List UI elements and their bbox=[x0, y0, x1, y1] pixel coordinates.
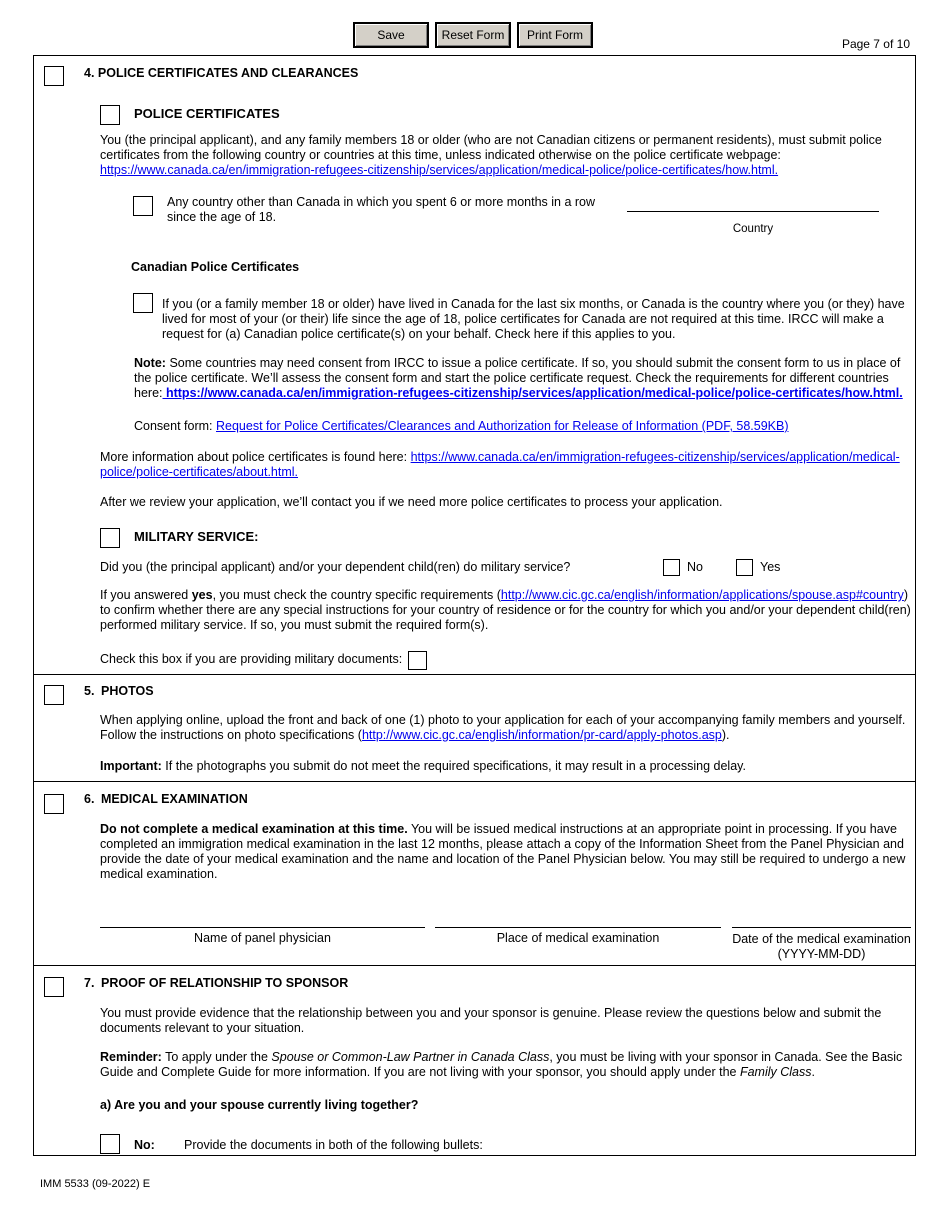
section4-checkbox[interactable] bbox=[44, 66, 64, 86]
print-form-button[interactable]: Print Form bbox=[517, 22, 593, 48]
physician-line bbox=[100, 927, 425, 928]
canadian-police-text: If you (or a family member 18 or older) have lived in Canada for the last six months, or Canada is the country where you (or they) have lived for most of your (or their) life since the age of 18, police certificates for Canada are not required at this time. IRCC will make a request for (a) Canadian police certificate(s) on your behalf. Check here if this applies to you. bbox=[162, 297, 905, 341]
if-answered-text: If you answered bbox=[100, 588, 189, 602]
living-together-question: a) Are you and your spouse currently living together? bbox=[100, 1098, 419, 1112]
section6-title: MEDICAL EXAMINATION bbox=[101, 792, 248, 806]
page-number: Page 7 of 10 bbox=[841, 37, 910, 51]
living-together-no-checkbox[interactable] bbox=[100, 1134, 120, 1154]
police-about-link[interactable]: https://www.canada.ca/en/immigration-refugees-citizenship/services/application/medical-police/police-certificates/about.html. bbox=[100, 450, 900, 479]
medical-lead: Do not complete a medical examination at this time. bbox=[100, 822, 408, 836]
military-yes-label: Yes bbox=[760, 560, 781, 574]
important-text: If the photographs you submit do not meet the required specifications, it may result in a processing delay. bbox=[165, 759, 746, 773]
if-answered-text: ) to confirm whether there are any special instructions for your country of residence or for the country for which you and/or your dependent child(ren) performed military service. If so, you must submit the required form(s). bbox=[100, 588, 911, 632]
place-line bbox=[435, 927, 721, 928]
important-label: Important: bbox=[100, 759, 162, 773]
any-country-text: Any country other than Canada in which you spent 6 or more months in a row since the age of 18. bbox=[167, 195, 596, 224]
consent-label: Consent form: bbox=[134, 419, 213, 433]
consent-form-link[interactable]: Request for Police Certificates/Clearances and Authorization for Release of Information (PDF, 58.59KB) bbox=[216, 419, 789, 433]
reminder-label: Reminder: bbox=[100, 1050, 162, 1064]
police-intro-text: You (the principal applicant), and any family members 18 or older (who are not Canadian citizens or permanent residents), must submit police certificates from the following country or countries at this time, unless indicated otherwise on the police certificate webpage: bbox=[100, 133, 882, 162]
section5-checkbox[interactable] bbox=[44, 685, 64, 705]
canadian-police-heading: Canadian Police Certificates bbox=[131, 260, 300, 274]
police-how-link[interactable]: https://www.canada.ca/en/immigration-refugees-citizenship/services/application/medical-police/police-certificates/how.html. bbox=[100, 163, 779, 177]
medical-instructions bbox=[100, 822, 915, 882]
note-how-link[interactable]: https://www.canada.ca/en/immigration-refugees-citizenship/services/application/medical-police/police-certificates/how.html. bbox=[162, 386, 903, 400]
country-label: Country bbox=[732, 223, 774, 235]
save-button[interactable]: Save bbox=[353, 22, 429, 48]
photos-text: ). bbox=[721, 728, 730, 742]
note-label: Note: bbox=[134, 356, 166, 370]
military-service-checkbox[interactable] bbox=[100, 528, 120, 548]
section-divider bbox=[33, 674, 916, 675]
date-input[interactable] bbox=[732, 910, 911, 926]
photos-important bbox=[100, 759, 746, 774]
place-input[interactable] bbox=[435, 910, 721, 926]
military-question: Did you (the principal applicant) and/or your dependent child(ren) do military service? bbox=[100, 560, 571, 574]
date-line bbox=[732, 927, 911, 928]
country-field-line bbox=[627, 211, 879, 212]
form-toolbar bbox=[353, 22, 593, 48]
police-intro bbox=[100, 133, 910, 178]
section7-checkbox[interactable] bbox=[44, 977, 64, 997]
relationship-text: You must provide evidence that the relationship between you and your sponsor is genuine. Please review the questions below and submit the documents relevant to your situation. bbox=[100, 1006, 882, 1035]
more-info-paragraph bbox=[100, 450, 910, 480]
police-certificates-heading: POLICE CERTIFICATES bbox=[134, 106, 280, 121]
section5-number: 5. bbox=[84, 684, 95, 698]
military-instructions bbox=[100, 588, 915, 633]
reminder-text: , you must be living with your sponsor in Canada. See the Basic Guide and Complete Guide for more information. If you are not living with your sponsor, you should apply under the bbox=[100, 1050, 903, 1079]
spouse-country-link[interactable]: http://www.cic.gc.ca/english/information/applications/spouse.asp#country bbox=[500, 588, 904, 602]
military-no-checkbox[interactable] bbox=[663, 559, 680, 576]
more-info-text: More information about police certificates is found here: bbox=[100, 450, 408, 464]
physician-input[interactable] bbox=[100, 910, 425, 926]
after-review-text: After we review your application, we’ll contact you if we need more police certificates to process your application. bbox=[100, 495, 723, 509]
country-input[interactable] bbox=[627, 194, 879, 210]
section7-number: 7. bbox=[84, 976, 95, 990]
photos-instructions bbox=[100, 713, 910, 743]
date-label: Date of the medical examination (YYYY-MM-DD) bbox=[732, 932, 911, 961]
any-country-checkbox[interactable] bbox=[133, 196, 153, 216]
section-divider bbox=[33, 965, 916, 966]
section7-title: PROOF OF RELATIONSHIP TO SPONSOR bbox=[101, 976, 349, 990]
medical-text: You will be issued medical instructions at an appropriate point in processing. If you have completed an immigration medical examination in the last 12 months, please attach a copy of the Information Sheet from the Panel Physician and provide the date of your medical examination and the name and location of the Panel Physician below. You may still be required to undergo a new medical examination. bbox=[100, 822, 906, 881]
living-together-no-text: Provide the documents in both of the following bullets: bbox=[184, 1138, 483, 1152]
if-answered-text: , you must check the country specific requirements ( bbox=[212, 588, 501, 602]
living-together-no-label: No: bbox=[134, 1138, 155, 1152]
consent-note bbox=[134, 356, 910, 401]
photos-text: When applying online, upload the front and back of one (1) photo to your application for each of your accompanying family members and yourself. Follow the instructions on photo specifications ( bbox=[100, 713, 906, 742]
physician-label: Name of panel physician bbox=[194, 931, 331, 945]
reminder-class: Spouse or Common-Law Partner in Canada Class bbox=[271, 1050, 550, 1064]
photo-specs-link[interactable]: http://www.cic.gc.ca/english/information/pr-card/apply-photos.asp bbox=[361, 728, 722, 742]
military-docs-checkbox[interactable] bbox=[408, 651, 427, 670]
section-divider bbox=[33, 781, 916, 782]
note-text: Some countries may need consent from IRCC to issue a police certificate. If so, you should submit the consent form to us in place of the police certificate. We’ll assess the consent form and start the police certificate request. Check the requirements for different countries here: bbox=[134, 356, 901, 400]
military-service-heading: MILITARY SERVICE: bbox=[134, 529, 259, 544]
if-answered-yes: yes bbox=[191, 588, 213, 602]
section6-checkbox[interactable] bbox=[44, 794, 64, 814]
reminder-text: To apply under the bbox=[165, 1050, 268, 1064]
reminder-paragraph bbox=[100, 1050, 915, 1080]
military-yes-checkbox[interactable] bbox=[736, 559, 753, 576]
military-docs-text: Check this box if you are providing military documents: bbox=[100, 652, 403, 666]
consent-form-line bbox=[134, 419, 789, 434]
reminder-class: Family Class bbox=[739, 1065, 812, 1079]
military-no-label: No bbox=[687, 560, 703, 574]
canadian-police-checkbox[interactable] bbox=[133, 293, 153, 313]
form-code-footer: IMM 5533 (09-2022) E bbox=[40, 1178, 151, 1190]
reminder-text: . bbox=[811, 1065, 815, 1079]
section6-number: 6. bbox=[84, 792, 95, 806]
police-certificates-checkbox[interactable] bbox=[100, 105, 120, 125]
section4-title: 4. POLICE CERTIFICATES AND CLEARANCES bbox=[84, 66, 359, 80]
reset-form-button[interactable]: Reset Form bbox=[435, 22, 511, 48]
section5-title: PHOTOS bbox=[101, 684, 154, 698]
place-label: Place of medical examination bbox=[496, 931, 660, 945]
